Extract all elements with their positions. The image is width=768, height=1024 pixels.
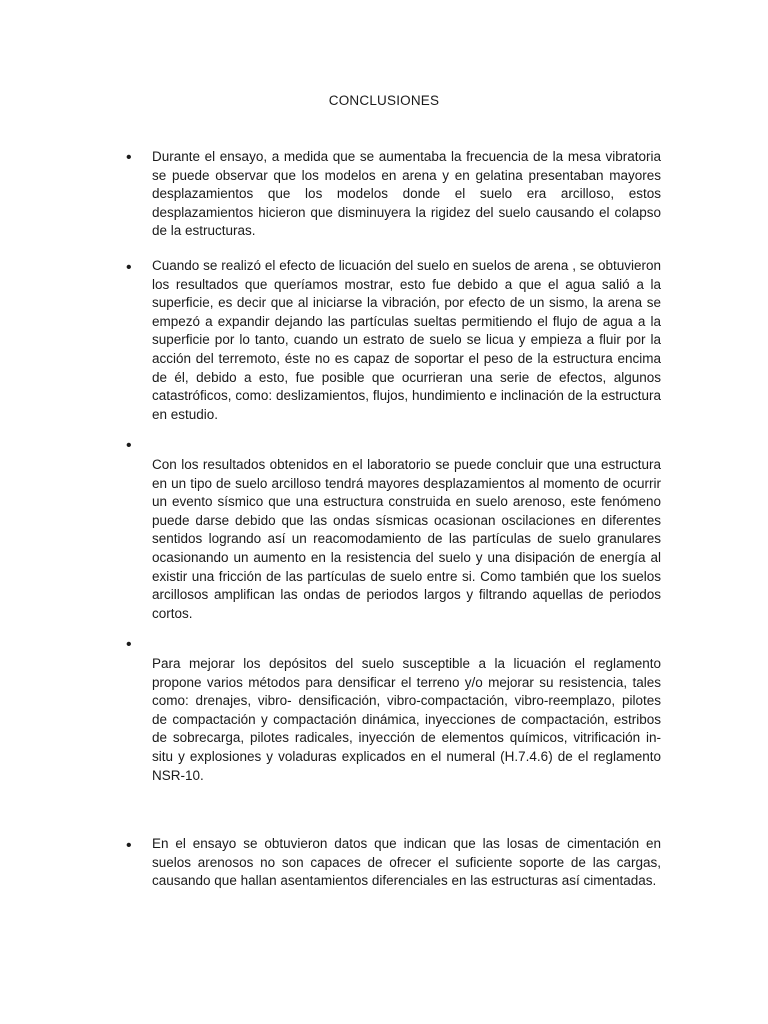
paragraph-5: En el ensayo se obtuvieron datos que indican que las losas de cimentación en suelos arenosos no son capaces de ofrecer el suficiente soporte de las cargas, causando que hallan asentamientos diferenciales en las estructuras así cimentadas.: [152, 836, 661, 889]
bullet-icon: •: [126, 636, 132, 653]
paragraph-2: Cuando se realizó el efecto de licuación del suelo en suelos de arena , se obtuvieron los resultados que queríamos mostrar, esto fue debido a que el agua salió a la superficie, es decir que al iniciarse la vibración, por efecto de un sismo, la arena se empezó a expandir dejando las partículas sueltas permitiendo el flujo de agua a la superficie por lo tanto, cuando un estrato de suelo se licua y empieza a fluir por la acción del terremoto, éste no es capaz de soportar el peso de la estructura encima de él, debido a esto, fue posible que ocurrieran una serie de efectos, algunos catastróficos, como: deslizamientos, flujos, hundimiento e inclinación de la estructura en estudio.: [152, 258, 661, 422]
paragraph-4: Para mejorar los depósitos del suelo susceptible a la licuación el reglamento propone varios métodos para densificar el terreno y/o mejorar su resistencia, tales como: drenajes, vibro- densificación, vibro-compactación, vibro-reemplazo, pilotes de compactación y compactación dinámica, inyecciones de compactación, estribos de sobrecarga, pilotes radicales, inyección de elementos químicos, vitrificación in- situ y explosiones y voladuras explicados en el numeral (H.7.4.6) de el reglamento NSR-10.: [152, 656, 661, 783]
bullet-icon: •: [126, 259, 132, 276]
document-title: CONCLUSIONES: [328, 93, 440, 108]
bullet-icon: •: [126, 149, 132, 166]
bullet-icon: •: [126, 837, 132, 854]
paragraph-1: Durante el ensayo, a medida que se aumentaba la frecuencia de la mesa vibratoria se puede observar que los modelos en arena y en gelatina presentaban mayores desplazamientos que los modelos donde el suelo era arcilloso, estos desplazamientos hicieron que disminuyera la rigidez del suelo causando el colapso de la estructuras.: [152, 149, 661, 239]
bullet-icon: •: [126, 437, 132, 454]
paragraph-3: Con los resultados obtenidos en el laboratorio se puede concluir que una estructura en un tipo de suelo arcilloso tendrá mayores desplazamientos al momento de ocurrir un evento sísmico que una estructura construida en suelo arenoso, este fenómeno puede darse debido que las ondas sísmicas ocasionan oscilaciones en diferentes sentidos logrando así un reacomodamiento de las partículas de suelo granulares ocasionando un aumento en la resistencia del suelo y una disipación de energía al existir una fricción de las partículas de suelo entre si. Como también que los suelos arcillosos amplifican las ondas de periodos largos y filtrando aquellas de periodos cortos.: [152, 457, 661, 621]
